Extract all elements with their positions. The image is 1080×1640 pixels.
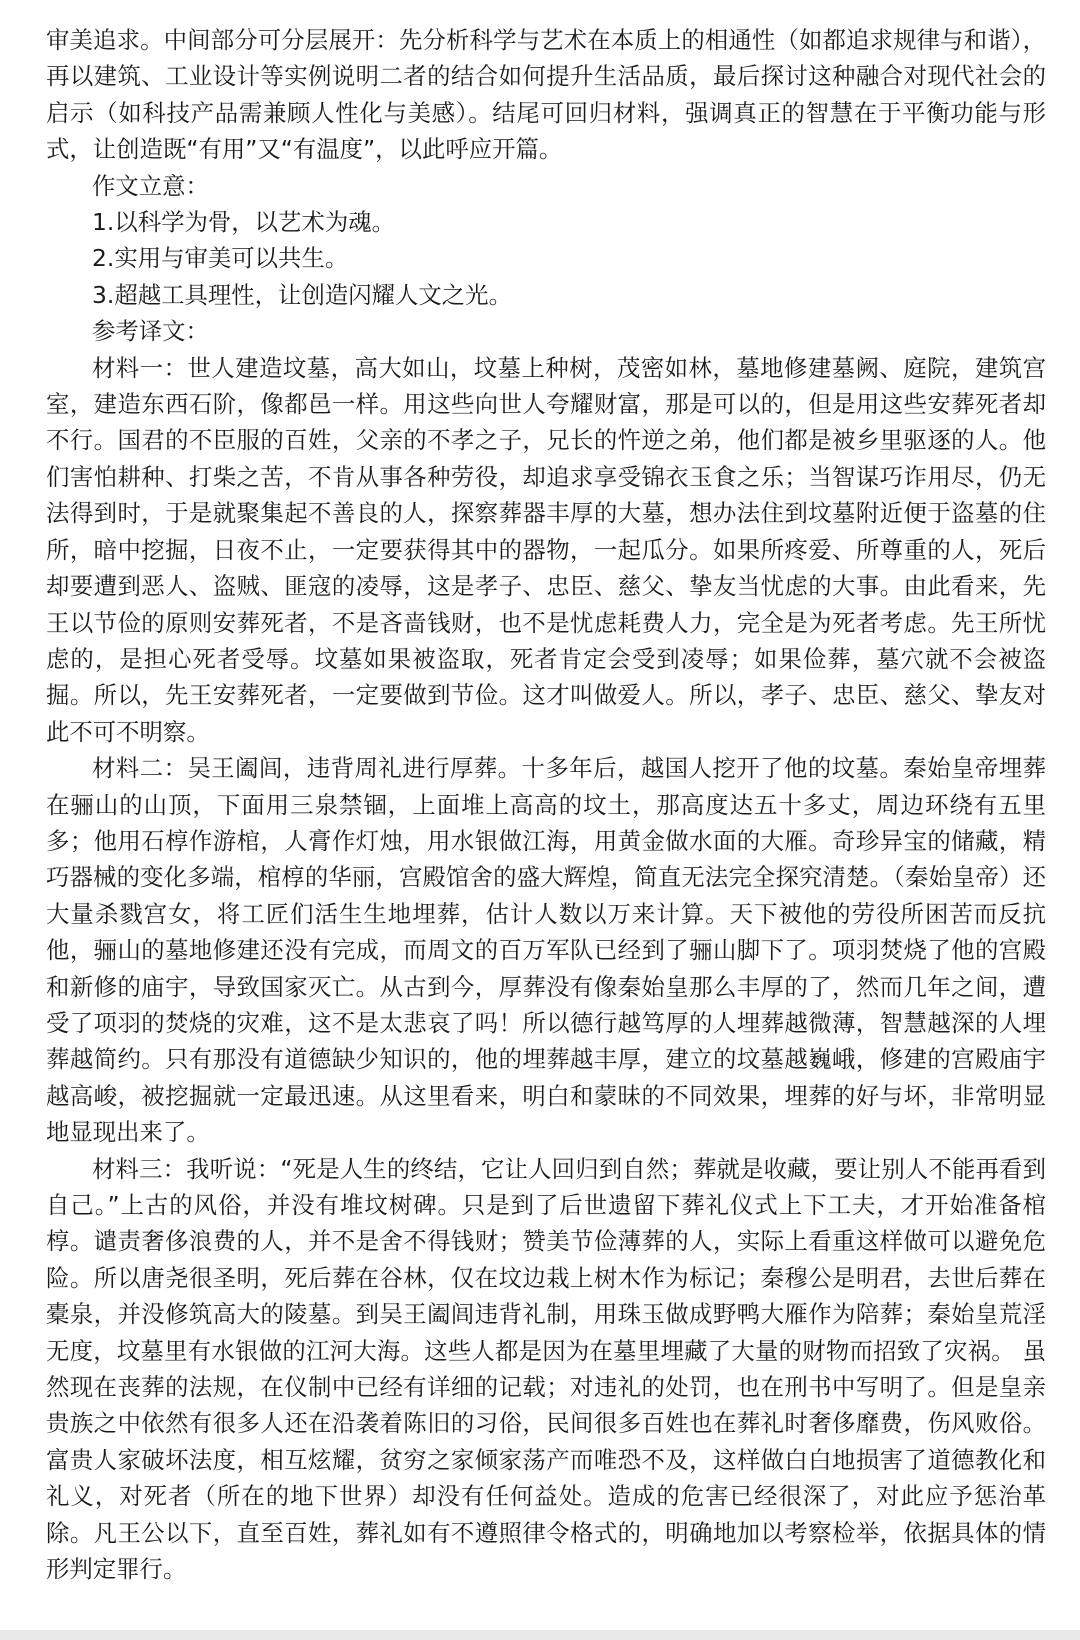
essay-theme-item-2: 2.实用与审美可以共生。 bbox=[92, 244, 349, 273]
essay-theme-item-3: 3.超越工具理性，让创造闪耀人文之光。 bbox=[92, 280, 512, 309]
translation-heading: 参考译文： bbox=[92, 317, 209, 346]
material-one-paragraph: 材料一：世人建造坟墓，高大如山，坟墓上种树，茂密如林，墓地修建墓阙、庭院，建筑宫室，建造东西石阶，像都邑一样。用这些向世人夸耀财富，那是可以的，但是用这些安葬死者却不行。国君的不臣服的百姓，父亲的不孝之子，兄长的忤逆之弟，他们都是被乡里驱逐的人。他们害怕耕种、打柴之苦，不肯从事各种劳役，却追求享受锦衣玉食之乐；当智谋巧诈用尽，仍无法得到时，于是就聚集起不善良的人，探察葬器丰厚的大墓，想办法住到坟墓附近便于盗墓的住所，暗中挖掘，日夜不止，一定要获得其中的器物，一起瓜分。如果所疼爱、所尊重的人，死后却要遭到恶人、盗贼、匪寇的凌辱，这是孝子、忠臣、慈父、挚友当忧虑的大事。由此看来，先王以节俭的原则安葬死者，不是吝啬钱财，也不是忧虑耗费人力，完全是为死者考虑。先王所忧虑的，是担心死者受辱。坟墓如果被盗取，死者肯定会受到凌辱；如果俭葬，墓穴就不会被盗掘。所以，先王安葬死者，一定要做到节俭。这才叫做爱人。所以，孝子、忠臣、慈父、挚友对此不可不明察。 bbox=[46, 353, 1046, 746]
page-bottom-edge bbox=[0, 1630, 1080, 1640]
essay-theme-item-1: 1.以科学为骨，以艺术为魂。 bbox=[92, 208, 396, 237]
essay-theme-heading: 作文立意： bbox=[92, 171, 209, 200]
material-two-paragraph: 材料二：吴王阖闾，违背周礼进行厚葬。十多年后，越国人挖开了他的坟墓。秦始皇帝埋葬在骊山的山顶，下面用三泉禁锢，上面堆上高高的坟土，那高度达五十多丈，周边环绕有五里多；他用石椁作游棺，人膏作灯烛，用水银做江海，用黄金做水面的大雁。奇珍异宝的储藏，精巧器械的变化多端，棺椁的华丽，宫殿馆舍的盛大辉煌，简直无法完全探究清楚。（秦始皇帝）还大量杀戮宫女，将工匠们活生生地埋葬，估计人数以万来计算。天下被他的劳役所困苦而反抗他，骊山的墓地修建还没有完成，而周文的百万军队已经到了骊山脚下了。项羽焚烧了他的宫殿和新修的庙宇，导致国家灭亡。从古到今，厚葬没有像秦始皇那么丰厚的了，然而几年之间，遭受了项羽的焚烧的灾难，这不是太悲哀了吗！所以德行越笃厚的人埋葬越微薄，智慧越深的人埋葬越简约。只有那没有道德缺少知识的，他的埋葬越丰厚，建立的坟墓越巍峨，修建的宫殿庙宇越高峻，被挖掘就一定最迅速。从这里看来，明白和蒙昧的不同效果，埋葬的好与坏，非常明显地显现出来了。 bbox=[46, 754, 1046, 1147]
intro-paragraph: 审美追求。中间部分可分层展开：先分析科学与艺术在本质上的相通性（如都追求规律与和谐），再以建筑、工业设计等实例说明二者的结合如何提升生活品质，最后探讨这种融合对现代社会的启示（如科技产品需兼顾人性化与美感）。结尾可回归材料，强调真正的智慧在于平衡功能与形式，让创造既“有用”又“有温度”，以此呼应开篇。 bbox=[46, 26, 1046, 164]
material-three-paragraph: 材料三：我听说：“死是人生的终结，它让人回归到自然；葬就是收藏，要让别人不能再看到自己。”上古的风俗，并没有堆坟树碑。只是到了后世遗留下葬礼仪式上下工夫，才开始准备棺椁。谴责奢侈浪费的人，并不是舍不得钱财；赞美节俭薄葬的人，实际上看重这样做可以避免危险。所以唐尧很圣明，死后葬在谷林，仅在坟边栽上树木作为标记；秦穆公是明君，去世后葬在橐泉，并没修筑高大的陵墓。到吴王阖闾违背礼制，用珠玉做成野鸭大雁作为陪葬；秦始皇荒淫无度，坟墓里有水银做的江河大海。这些人都是因为在墓里埋藏了大量的财物而招致了灾祸。 虽然现在丧葬的法规，在仪制中已经有详细的记载；对违礼的处罚，也在刑书中写明了。但是皇亲贵族之中依然有很多人还在沿袭着陈旧的习俗，民间很多百姓也在葬礼时奢侈靡费，伤风败俗。富贵人家破坏法度，相互炫耀，贫穷之家倾家荡产而唯恐不及，这样做白白地损害了道德教化和礼义，对死者（所在的地下世界）却没有任何益处。造成的危害已经很深了，对此应予惩治革除。凡王公以下，直至百姓，葬礼如有不遵照律令格式的，明确地加以考察检举，依据具体的情形判定罪行。 bbox=[46, 1154, 1046, 1584]
